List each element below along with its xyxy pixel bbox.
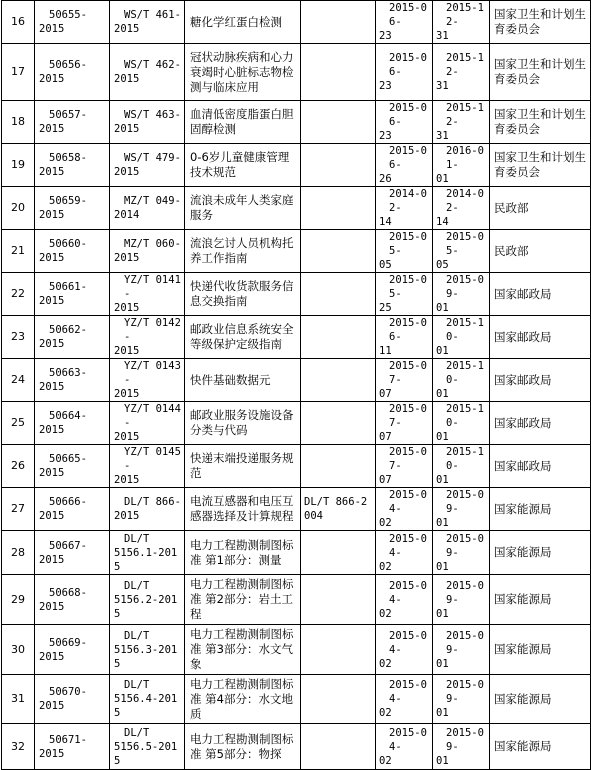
- rows.13.code-line: 50668-: [49, 586, 87, 599]
- standard-name-cell: 快件基础数据元: [185, 359, 301, 402]
- rows.10.pub-line: 2015-07-: [389, 446, 427, 472]
- standard-name-cell: 电力工程勘测制图标准 第3部分：水文气象: [185, 625, 301, 675]
- filing-department-cell: 国家能源局: [490, 675, 591, 724]
- filing-department-cell: 国家能源局: [490, 625, 591, 675]
- rows.16.std-line: DL/T: [124, 726, 150, 739]
- rows.14.impl-line: 01: [436, 657, 449, 670]
- implement-date-cell: [433, 445, 490, 488]
- rows.4.code-line: 2015: [39, 209, 65, 221]
- rows.9.pub-line: 2015-07-: [389, 403, 427, 429]
- rows.4.pub-line: 14: [379, 216, 392, 228]
- table-row: [2, 144, 591, 187]
- rows.3.impl-line: 2016-01-: [446, 145, 484, 171]
- publish-date-cell: [376, 1, 433, 44]
- filing-department-cell: 国家能源局: [490, 531, 591, 575]
- standard-name-cell: 快递末端投递服务规范: [185, 445, 301, 488]
- standard-number-cell: [110, 1, 185, 44]
- row-seq-number: 16: [2, 1, 35, 44]
- rows.9.code-line: 2015: [39, 424, 65, 436]
- rows.7.code-line: 50662-: [49, 324, 87, 336]
- table-row: [2, 101, 591, 144]
- rows.10.code-line: 2015: [39, 467, 65, 479]
- implement-date-cell: [433, 675, 490, 724]
- rows.11.code-line: 50666-: [49, 496, 87, 508]
- rows.4.pub-line: 2014-02-: [389, 188, 427, 214]
- rows.6.code-line: 50661-: [49, 281, 87, 293]
- implement-date-cell: [433, 144, 490, 187]
- rows.7.std-line: YZ/T 0142-: [124, 317, 181, 343]
- filing-department-cell: 国家能源局: [490, 488, 591, 531]
- replaced-standard-cell: [301, 359, 376, 402]
- standard-number-cell: [110, 230, 185, 273]
- filing-department-cell: 国家卫生和计划生育委员会: [490, 101, 591, 144]
- publish-date-cell: [376, 675, 433, 724]
- rows.1.impl-line: 2015-12-: [446, 52, 484, 78]
- rows.13.std-line: DL/T: [124, 579, 150, 592]
- rows.15.code-line: 50670-: [49, 686, 87, 698]
- rows.15.impl-line: 2015-09-: [446, 679, 484, 705]
- publish-date-cell: [376, 445, 433, 488]
- implement-date-cell: [433, 488, 490, 531]
- rows.8.pub-line: 2015-07-: [389, 360, 427, 386]
- rows.11.pub-line: 2015-04-: [389, 489, 427, 515]
- rows.7.pub-line: 2015-06-: [389, 317, 427, 343]
- filing-department-cell: 国家邮政局: [490, 273, 591, 316]
- rows.15.code-line: 2015: [39, 700, 65, 712]
- rows.3.code-line: 50658-: [49, 152, 87, 164]
- implement-date-cell: [433, 187, 490, 230]
- standard-number-cell: [110, 625, 185, 675]
- rows.5.pub-line: 05: [379, 259, 392, 271]
- publish-date-cell: [376, 273, 433, 316]
- replaced-standard-cell: [301, 273, 376, 316]
- filing-code-cell: [35, 187, 110, 230]
- rows.12.code-line: 2015: [39, 553, 65, 566]
- table-row: [2, 488, 591, 531]
- rows.14.pub-line: 02: [379, 657, 392, 670]
- rows.12.pub-line: 02: [379, 560, 392, 573]
- rows.12.std-line: 5156.1-2015: [114, 546, 178, 573]
- replaced-standard-cell: [301, 675, 376, 724]
- publish-date-cell: [376, 187, 433, 230]
- implement-date-cell: [433, 101, 490, 144]
- row-seq-number: 28: [2, 531, 35, 575]
- implement-date-cell: [433, 316, 490, 359]
- rows.6.pub-line: 2015-05-: [389, 274, 427, 300]
- replaced-standard-cell: [301, 531, 376, 575]
- standard-name-cell: 冠状动脉疾病和心力衰竭时心脏标志物检测与临床应用: [185, 44, 301, 101]
- rows.11.std-line: 2015: [114, 510, 140, 522]
- standard-name-cell: 电力工程勘测制图标准 第1部分：测量: [185, 531, 301, 575]
- publish-date-cell: [376, 144, 433, 187]
- rows.10.pub-line: 07: [379, 474, 392, 486]
- row-seq-number: 24: [2, 359, 35, 402]
- standard-name-cell: 邮政业服务设施设备分类与代码: [185, 402, 301, 445]
- table-row: [2, 316, 591, 359]
- rows.8.code-line: 2015: [39, 381, 65, 393]
- row-seq-number: 32: [2, 724, 35, 770]
- rows.0.std-line: 2015: [114, 23, 140, 35]
- implement-date-cell: [433, 359, 490, 402]
- table-row: [2, 531, 591, 575]
- row-seq-number: 23: [2, 316, 35, 359]
- rows.6.impl-line: 2015-09-: [446, 274, 484, 300]
- rows.2.impl-line: 2015-12-: [446, 102, 484, 128]
- implement-date-cell: [433, 724, 490, 770]
- rows.9.std-line: YZ/T 0144-: [124, 403, 181, 429]
- rows.0.code-line: 2015: [39, 23, 65, 35]
- publish-date-cell: [376, 575, 433, 625]
- implement-date-cell: [433, 575, 490, 625]
- filing-department-cell: 国家卫生和计划生育委员会: [490, 144, 591, 187]
- rows.8.code-line: 50663-: [49, 367, 87, 379]
- table-row: [2, 359, 591, 402]
- filing-department-cell: 国家卫生和计划生育委员会: [490, 44, 591, 101]
- standard-name-cell: 血清低密度脂蛋白胆固醇检测: [185, 101, 301, 144]
- row-seq-number: 20: [2, 187, 35, 230]
- table-row: [2, 230, 591, 273]
- replaced-standard-cell: [301, 625, 376, 675]
- rows.15.impl-line: 01: [436, 707, 449, 719]
- rows.1.pub-line: 23: [379, 80, 392, 92]
- standard-name-cell: 邮政业信息系统安全等级保护定级指南: [185, 316, 301, 359]
- standard-name-cell: 电力工程勘测制图标准 第5部分：物探: [185, 724, 301, 770]
- rows.15.std-line: 5156.4-2015: [114, 693, 178, 719]
- rows.11.code-line: 2015: [39, 510, 65, 522]
- rows.10.code-line: 50665-: [49, 453, 87, 465]
- rows.10.std-line: YZ/T 0145-: [124, 446, 181, 472]
- replaced-standard-cell: [301, 575, 376, 625]
- rows.6.code-line: 2015: [39, 295, 65, 307]
- filing-code-cell: [35, 144, 110, 187]
- standard-number-cell: [110, 273, 185, 316]
- rows.14.std-line: DL/T: [124, 629, 150, 642]
- implement-date-cell: [433, 402, 490, 445]
- implement-date-cell: [433, 625, 490, 675]
- standard-number-cell: [110, 144, 185, 187]
- rows.9.impl-line: 2015-10-: [446, 403, 484, 429]
- rows.14.pub-line: 2015-04-: [389, 629, 427, 656]
- rows.3.code-line: 2015: [39, 166, 65, 178]
- publish-date-cell: [376, 359, 433, 402]
- rows.8.impl-line: 2015-10-: [446, 360, 484, 386]
- standard-name-cell: 电力工程勘测制图标准 第4部分：水文地质: [185, 675, 301, 724]
- row-seq-number: 21: [2, 230, 35, 273]
- standard-number-cell: [110, 402, 185, 445]
- rows.5.std-line: 2015: [114, 252, 140, 264]
- rows.8.std-line: 2015: [114, 388, 140, 400]
- replaced-standard-cell: [301, 724, 376, 770]
- rows.11.impl-line: 2015-09-: [446, 489, 484, 515]
- rows.3.std-line: 2015: [114, 166, 140, 178]
- implement-date-cell: [433, 1, 490, 44]
- rows.0.std-line: WS/T 461-: [124, 9, 181, 21]
- rows.5.impl-line: 2015-05-: [446, 231, 484, 257]
- rows.16.impl-line: 2015-09-: [446, 726, 484, 753]
- table-row: [2, 625, 591, 675]
- rows.10.impl-line: 2015-10-: [446, 446, 484, 472]
- filing-department-cell: 国家邮政局: [490, 316, 591, 359]
- rows.5.std-line: MZ/T 060-: [124, 238, 181, 250]
- filing-department-cell: 民政部: [490, 230, 591, 273]
- rows.3.pub-line: 26: [379, 173, 392, 185]
- rows.15.std-line: DL/T: [124, 679, 150, 691]
- rows.6.std-line: YZ/T 0141-: [124, 274, 181, 300]
- rows.2.pub-line: 23: [379, 130, 392, 142]
- rows.16.pub-line: 2015-04-: [389, 726, 427, 753]
- filing-code-cell: [35, 575, 110, 625]
- rows.12.pub-line: 2015-04-: [389, 532, 427, 559]
- rows.1.impl-line: 31: [436, 80, 449, 92]
- replaced-standard-cell: [301, 44, 376, 101]
- table-row: [2, 724, 591, 770]
- table-row: [2, 44, 591, 101]
- rows.1.code-line: 50656-: [49, 59, 87, 71]
- implement-date-cell: [433, 273, 490, 316]
- row-seq-number: 19: [2, 144, 35, 187]
- rows.0.pub-line: 23: [379, 30, 392, 42]
- rows.13.pub-line: 02: [379, 607, 392, 620]
- standard-number-cell: [110, 575, 185, 625]
- rows.12.std-line: DL/T: [124, 532, 150, 545]
- row-seq-number: 29: [2, 575, 35, 625]
- standards-table: [1, 0, 591, 770]
- publish-date-cell: [376, 316, 433, 359]
- rows.9.std-line: 2015: [114, 431, 140, 443]
- rows.11.pub-line: 02: [379, 517, 392, 529]
- publish-date-cell: [376, 44, 433, 101]
- rows.16.impl-line: 01: [436, 754, 449, 767]
- filing-department-cell: 国家邮政局: [490, 359, 591, 402]
- standard-name-cell: 0-6岁儿童健康管理技术规范: [185, 144, 301, 187]
- table-row: [2, 273, 591, 316]
- filing-code-cell: [35, 273, 110, 316]
- rows.13.impl-line: 01: [436, 607, 449, 620]
- standard-number-cell: [110, 675, 185, 724]
- filing-code-cell: [35, 359, 110, 402]
- row-seq-number: 17: [2, 44, 35, 101]
- filing-department-cell: 国家能源局: [490, 575, 591, 625]
- rows.2.std-line: 2015: [114, 123, 140, 135]
- filing-code-cell: [35, 44, 110, 101]
- rows.7.code-line: 2015: [39, 338, 65, 350]
- row-seq-number: 26: [2, 445, 35, 488]
- standard-number-cell: [110, 531, 185, 575]
- table-row: [2, 445, 591, 488]
- standard-number-cell: [110, 101, 185, 144]
- replaced-standard-cell: [301, 1, 376, 44]
- rows.1.std-line: WS/T 462-: [124, 59, 181, 71]
- filing-department-cell: 国家邮政局: [490, 402, 591, 445]
- filing-code-cell: [35, 1, 110, 44]
- rows.13.impl-line: 2015-09-: [446, 579, 484, 606]
- rows.0.impl-line: 31: [436, 30, 449, 42]
- rows.14.impl-line: 2015-09-: [446, 629, 484, 656]
- row-seq-number: 31: [2, 675, 35, 724]
- standard-number-cell: [110, 44, 185, 101]
- publish-date-cell: [376, 531, 433, 575]
- rows.9.code-line: 50664-: [49, 410, 87, 422]
- rows.4.code-line: 50659-: [49, 195, 87, 207]
- rows.6.std-line: 2015: [114, 302, 140, 314]
- rows.2.code-line: 50657-: [49, 109, 87, 121]
- implement-date-cell: [433, 531, 490, 575]
- row-seq-number: 25: [2, 402, 35, 445]
- filing-code-cell: [35, 625, 110, 675]
- rows.16.pub-line: 02: [379, 754, 392, 767]
- rows.0.pub-line: 2015-06-: [389, 2, 427, 28]
- table-row: [2, 402, 591, 445]
- filing-code-cell: [35, 230, 110, 273]
- filing-code-cell: [35, 675, 110, 724]
- rows.1.pub-line: 2015-06-: [389, 52, 427, 78]
- standard-name-cell: 糖化学红蛋白检测: [185, 1, 301, 44]
- rows.13.pub-line: 2015-04-: [389, 579, 427, 606]
- rows.3.std-line: WS/T 479-: [124, 152, 181, 164]
- rows.6.impl-line: 01: [436, 302, 449, 314]
- filing-code-cell: [35, 445, 110, 488]
- rows.10.std-line: 2015: [114, 474, 140, 486]
- filing-department-cell: 国家卫生和计划生育委员会: [490, 1, 591, 44]
- standard-number-cell: [110, 445, 185, 488]
- rows.16.std-line: 5156.5-2015: [114, 740, 178, 767]
- rows.8.pub-line: 07: [379, 388, 392, 400]
- rows.7.impl-line: 2015-10-: [446, 317, 484, 343]
- rows.15.pub-line: 2015-04-: [389, 679, 427, 705]
- standard-number-cell: [110, 724, 185, 770]
- standard-name-cell: 电流互感器和电压互感器选择及计算规程: [185, 488, 301, 531]
- rows.2.impl-line: 31: [436, 130, 449, 142]
- rows.11.impl-line: 01: [436, 517, 449, 529]
- publish-date-cell: [376, 101, 433, 144]
- standard-number-cell: [110, 187, 185, 230]
- standard-number-cell: [110, 488, 185, 531]
- rows.7.impl-line: 01: [436, 345, 449, 357]
- rows.1.std-line: 2015: [114, 73, 140, 85]
- row-seq-number: 22: [2, 273, 35, 316]
- rows.9.pub-line: 07: [379, 431, 392, 443]
- rows.5.code-line: 2015: [39, 252, 65, 264]
- table-body: [2, 1, 591, 770]
- publish-date-cell: [376, 488, 433, 531]
- implement-date-cell: [433, 44, 490, 101]
- rows.8.std-line: YZ/T 0143-: [124, 360, 181, 386]
- rows.2.std-line: WS/T 463-: [124, 109, 181, 121]
- standard-name-cell: 电力工程勘测制图标准 第2部分：岩土工程: [185, 575, 301, 625]
- rows.13.std-line: 5156.2-2015: [114, 593, 178, 620]
- rows.14.std-line: 5156.3-2015: [114, 643, 178, 670]
- rows.4.std-line: 2014: [114, 209, 140, 221]
- rows.11.std-line: DL/T 866-: [124, 496, 181, 508]
- standard-name-cell: 流浪未成年人类家庭服务: [185, 187, 301, 230]
- rows.4.impl-line: 14: [436, 216, 449, 228]
- row-seq-number: 27: [2, 488, 35, 531]
- rows.3.pub-line: 2015-06-: [389, 145, 427, 171]
- rows.10.impl-line: 01: [436, 474, 449, 486]
- filing-code-cell: [35, 724, 110, 770]
- row-seq-number: 30: [2, 625, 35, 675]
- replaced-standard-cell: [301, 316, 376, 359]
- publish-date-cell: [376, 625, 433, 675]
- rows.12.impl-line: 01: [436, 560, 449, 573]
- publish-date-cell: [376, 402, 433, 445]
- rows.8.impl-line: 01: [436, 388, 449, 400]
- rows.16.code-line: 50671-: [49, 733, 87, 746]
- rows.16.code-line: 2015: [39, 747, 65, 760]
- filing-code-cell: [35, 101, 110, 144]
- publish-date-cell: [376, 724, 433, 770]
- standard-number-cell: [110, 359, 185, 402]
- rows.5.pub-line: 2015-05-: [389, 231, 427, 257]
- rows.5.code-line: 50660-: [49, 238, 87, 250]
- rows.1.code-line: 2015: [39, 73, 65, 85]
- rows.4.std-line: MZ/T 049-: [124, 195, 181, 207]
- replaced-standard-cell: [301, 101, 376, 144]
- rows.14.code-line: 50669-: [49, 636, 87, 649]
- rows.12.impl-line: 2015-09-: [446, 532, 484, 559]
- row-seq-number: 18: [2, 101, 35, 144]
- filing-department-cell: 国家能源局: [490, 724, 591, 770]
- rows.2.code-line: 2015: [39, 123, 65, 135]
- filing-department-cell: 国家邮政局: [490, 445, 591, 488]
- rows.13.code-line: 2015: [39, 600, 65, 613]
- rows.4.impl-line: 2014-02-: [446, 188, 484, 214]
- rows.0.impl-line: 2015-12-: [446, 2, 484, 28]
- table-row: [2, 187, 591, 230]
- implement-date-cell: [433, 230, 490, 273]
- filing-code-cell: [35, 488, 110, 531]
- standard-name-cell: 快递代收货款服务信息交换指南: [185, 273, 301, 316]
- replaced-standard-cell: [301, 187, 376, 230]
- replaced-standard-cell: [301, 402, 376, 445]
- standard-number-cell: [110, 316, 185, 359]
- rows.14.code-line: 2015: [39, 650, 65, 663]
- table-row: [2, 675, 591, 724]
- table-row: [2, 1, 591, 44]
- rows.12.code-line: 50667-: [49, 539, 87, 552]
- rows.7.pub-line: 11: [379, 345, 392, 357]
- rows.0.code-line: 50655-: [49, 9, 87, 21]
- replaced-standard-cell: DL/T 866-2004: [301, 488, 376, 531]
- publish-date-cell: [376, 230, 433, 273]
- rows.7.std-line: 2015: [114, 345, 140, 357]
- filing-code-cell: [35, 316, 110, 359]
- rows.3.impl-line: 01: [436, 173, 449, 185]
- rows.6.pub-line: 25: [379, 302, 392, 314]
- filing-code-cell: [35, 402, 110, 445]
- table-row: [2, 575, 591, 625]
- rows.2.pub-line: 2015-06-: [389, 102, 427, 128]
- replaced-standard-cell: [301, 445, 376, 488]
- rows.9.impl-line: 01: [436, 431, 449, 443]
- rows.15.pub-line: 02: [379, 707, 392, 719]
- replaced-standard-cell: [301, 230, 376, 273]
- replaced-standard-cell: [301, 144, 376, 187]
- filing-code-cell: [35, 531, 110, 575]
- filing-department-cell: 民政部: [490, 187, 591, 230]
- standard-name-cell: 流浪乞讨人员机构托养工作指南: [185, 230, 301, 273]
- rows.5.impl-line: 05: [436, 259, 449, 271]
